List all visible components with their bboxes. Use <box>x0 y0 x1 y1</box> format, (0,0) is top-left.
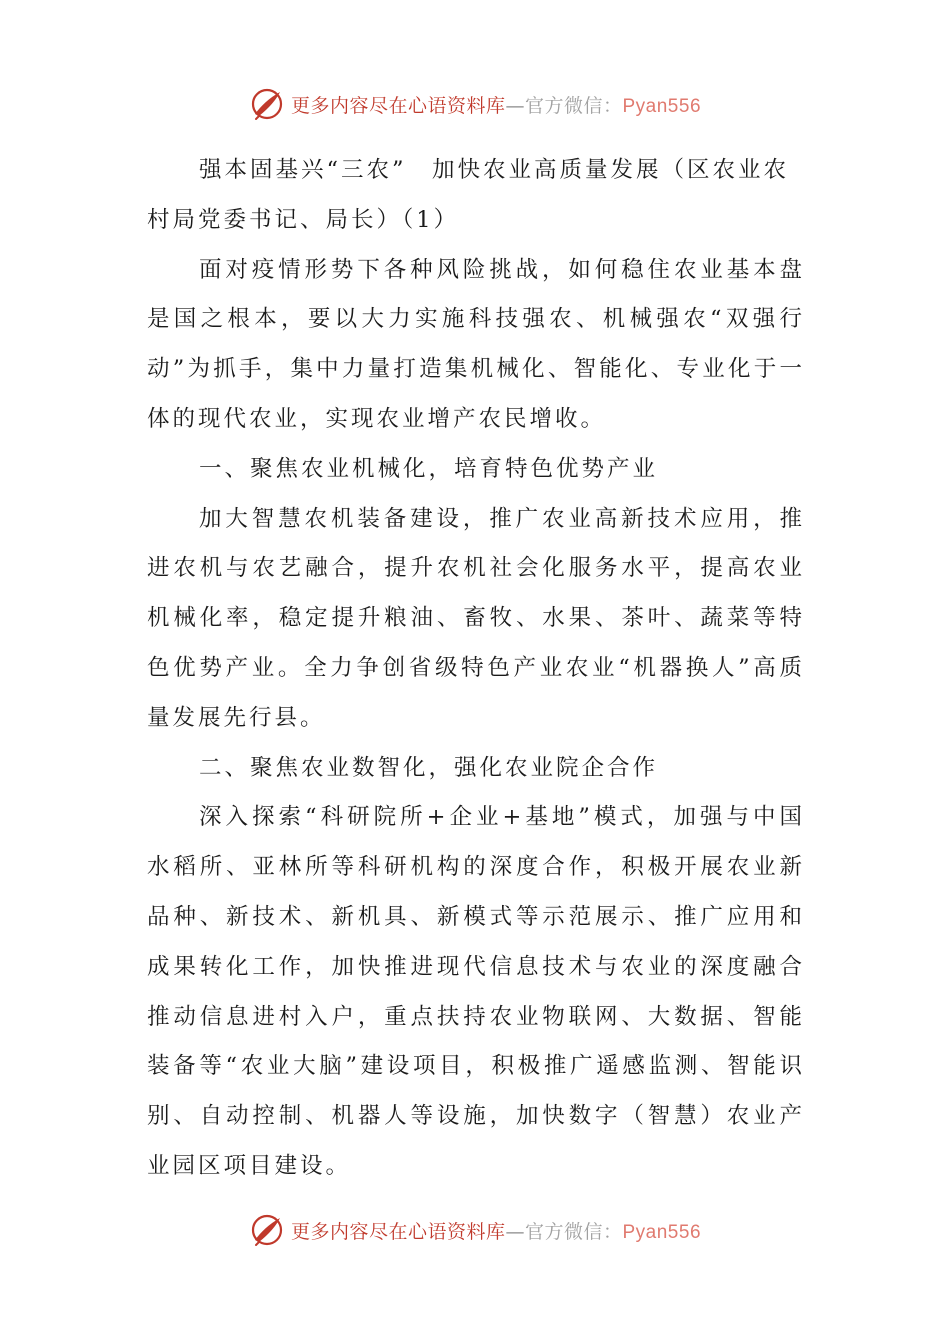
document-title: 强本固基兴“三农” 加快农业高质量发展（区农业农村局党委书记、局长）（1） <box>147 157 790 233</box>
banner-main-text: 更多内容尽在心语资料库 <box>290 1220 506 1243</box>
banner-wechat-id: Pyan556 <box>622 95 702 117</box>
footer-banner <box>0 1208 950 1252</box>
pen-logo-icon <box>249 86 285 122</box>
banner-dash: — <box>505 1220 525 1243</box>
banner-main-text: 更多内容尽在心语资料库 <box>290 94 506 117</box>
section2-paragraph: 深入探索“科研院所+企业+基地”模式，加强与中国水稻所、亚林所等科研机构的深度合作，积极开展农业新品种、新技术、新机具、新模式等示范展示、推广应用和成果转化工作，加快推进现代信息技术与农业的深度融合推动信息进村入户，重点扶持农业物联网、大数据、智能装备等“农业大脑”建设项目，积极推广遥感监测、智能识别、自动控制、机器人等设施，加快数字（智慧）农业产业园区项目建设。 <box>147 804 805 1179</box>
banner-wechat-label: 官方微信： <box>524 94 623 117</box>
banner-wechat-id: Pyan556 <box>622 1221 702 1243</box>
section2-heading: 二、聚焦农业数智化，强化农业院企合作 <box>199 754 659 781</box>
section1-paragraph: 加大智慧农机装备建设，推广农业高新技术应用，推进农机与农艺融合，提升农机社会化服务水平，提高农业机械化率，稳定提升粮油、畜牧、水果、茶叶、蔬菜等特色优势产业。全力争创省级特色产业农业“机器换人”高质量发展先行县。 <box>147 505 805 731</box>
banner-text <box>291 1217 701 1244</box>
document-body <box>147 146 805 1192</box>
banner-text <box>291 91 701 118</box>
header-banner <box>0 82 950 126</box>
banner-dash: — <box>505 94 525 117</box>
pen-logo-icon <box>249 1212 285 1248</box>
section1-heading: 一、聚焦农业机械化，培育特色优势产业 <box>199 455 659 482</box>
banner-wechat-label: 官方微信： <box>524 1220 623 1243</box>
intro-paragraph: 面对疫情形势下各种风险挑战，如何稳住农业基本盘是国之根本，要以大力实施科技强农、机械强农“双强行动”为抓手，集中力量打造集机械化、智能化、专业化于一体的现代农业，实现农业增产农民增收。 <box>147 256 805 432</box>
